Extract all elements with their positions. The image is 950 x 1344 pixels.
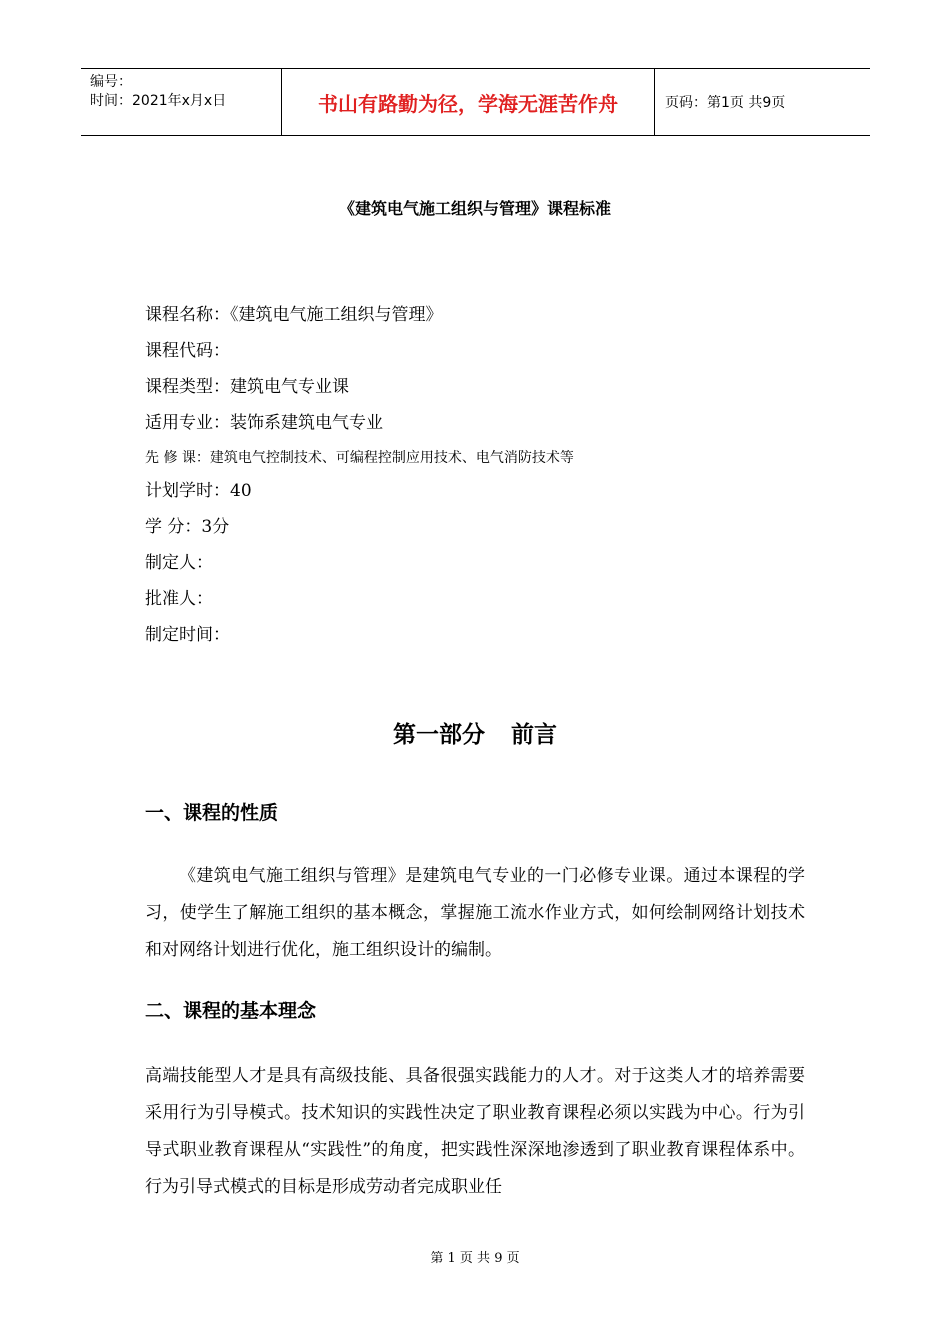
course-code: 课程代码：: [145, 341, 230, 361]
motto-text: 书山有路勤为径，学海无涯苦作舟: [318, 91, 618, 116]
serial-number-label: 编号：: [90, 74, 132, 90]
header-motto-cell: [281, 69, 655, 135]
author: 制定人：: [145, 553, 213, 573]
prerequisite-courses: 先 修 课：建筑电气控制技术、可编程控制应用技术、电气消防技术等: [145, 450, 574, 466]
section-heading-philosophy: 二、课程的基本理念: [145, 1000, 317, 1022]
creation-date: 制定时间：: [145, 625, 230, 645]
course-type: 课程类型：建筑电气专业课: [145, 377, 349, 397]
page-code-text: 页码：第1页 共9页: [665, 95, 786, 111]
part-title: [0, 716, 950, 749]
document-title: 《建筑电气施工组织与管理》课程标准: [338, 199, 611, 218]
section-body-nature: 《建筑电气施工组织与管理》是建筑电气专业的一门必修专业课。通过本课程的学习，使学生了解施工组织的基本概念，掌握施工流水作业方式，如何绘制网络计划技术和对网络计划进行优化，施工组织设计的编制。: [145, 866, 805, 960]
part-label: 第一部分: [393, 722, 485, 748]
course-info-block: [145, 300, 825, 656]
header-page-cell: [655, 69, 870, 135]
section-heading-nature: 一、课程的性质: [145, 802, 279, 824]
part-name: 前言: [511, 722, 557, 748]
planned-hours: 计划学时：40: [145, 481, 252, 501]
header-meta-cell: [81, 69, 281, 135]
section-body-philosophy: 高端技能型人才是具有高级技能、具备很强实践能力的人才。对于这类人才的培养需要采用行为引导模式。技术知识的实践性决定了职业教育课程必须以实践为中心。行为引导式职业教育课程从“实践性”的角度，把实践性深深地渗透到了职业教育课程体系中。行为引导式模式的目标是形成劳动者完成职业任: [145, 1066, 805, 1197]
course-name: 课程名称：《建筑电气施工组织与管理》: [145, 305, 443, 325]
time-label: 时间：2021年x月x日: [90, 93, 227, 109]
applicable-major: 适用专业：装饰系建筑电气专业: [145, 413, 383, 433]
approver: 批准人：: [145, 589, 213, 609]
header-table: [81, 68, 870, 136]
credits: 学 分：3分: [145, 517, 230, 537]
page-footer: 第 1 页 共 9 页: [430, 1251, 520, 1266]
